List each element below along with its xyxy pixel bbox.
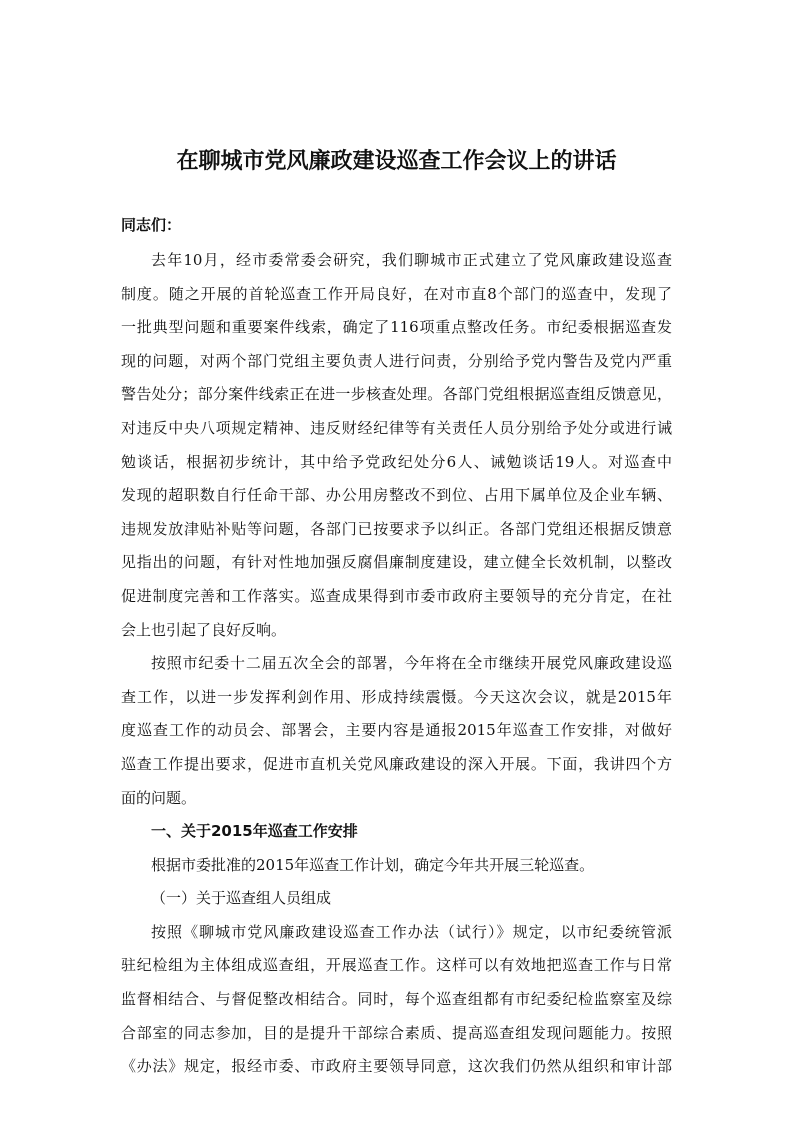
paragraph-line: 去年10月，经市委常委会研究，我们聊城市正式建立了党风廉政建设巡查 [151, 251, 672, 269]
paragraph-line: 见指出的问题，有针对性地加强反腐倡廉制度建设，建立健全长效机制，以整改 [121, 553, 672, 572]
paragraph-line: 发现的超职数自行任命干部、办公用房整改不到位、占用下属单位及企业车辆、 [121, 486, 672, 505]
paragraph-line: 一批典型问题和重要案件线索，确定了116项重点整改任务。市纪委根据巡查发 [121, 318, 672, 337]
paragraph-line: 会上也引起了良好反响。 [121, 620, 287, 639]
paragraph-line: 按照《聊城市党风廉政建设巡查工作办法（试行）》规定，以市纪委统管派 [151, 922, 672, 941]
paragraph-line: 促进制度完善和工作落实。巡查成果得到市委市政府主要领导的充分肯定，在社 [121, 586, 672, 605]
paragraph-line: 度巡查工作的动员会、部署会，主要内容是通报2015年巡查工作安排，对做好 [121, 721, 672, 740]
paragraph-line: 驻纪检组为主体组成巡查组，开展巡查工作。这样可以有效地把巡查工作与日常 [121, 956, 672, 975]
document-body [121, 244, 672, 1084]
paragraph-line: 监督相结合、与督促整改相结合。同时，每个巡查组都有市纪委纪检监察室及综 [121, 990, 672, 1009]
section-heading: 一、关于2015年巡查工作安排 [151, 822, 358, 841]
paragraph-line: 面的问题。 [121, 788, 197, 807]
paragraph-line: 合部室的同志参加，目的是提升干部综合素质、提高巡查组发现问题能力。按照 [121, 1023, 672, 1042]
document-title: 在聊城市党风廉政建设巡查工作会议上的讲话 [176, 149, 617, 174]
subsection-heading: （一）关于巡查组人员组成 [151, 889, 332, 908]
paragraph-line: 根据市委批准的2015年巡查工作计划，确定今年共开展三轮巡查。 [151, 855, 595, 874]
paragraph-line: 查工作，以进一步发挥利剑作用、形成持续震慑。今天这次会议，就是2015年 [121, 687, 672, 706]
paragraph-line: 按照市纪委十二届五次全会的部署，今年将在全市继续开展党风廉政建设巡 [151, 654, 672, 673]
paragraph-line: 现的问题，对两个部门党组主要负责人进行问责，分别给予党内警告及党内严重 [121, 351, 672, 370]
paragraph-line: 违规发放津贴补贴等问题，各部门已按要求予以纠正。各部门党组还根据反馈意 [121, 519, 672, 538]
paragraph-line: 警告处分；部分案件线索正在进一步核查处理。各部门党组根据巡查组反馈意见， [121, 385, 672, 404]
paragraph-line: 《办法》规定，报经市委、市政府主要领导同意，这次我们仍然从组织和审计部 [121, 1057, 672, 1076]
paragraph-line: 巡查工作提出要求，促进市直机关党风廉政建设的深入开展。下面，我讲四个方 [121, 754, 672, 773]
paragraph-line: 对违反中央八项规定精神、违反财经纪律等有关责任人员分别给予处分或进行诫 [121, 418, 672, 437]
paragraph-line: 勉谈话，根据初步统计，其中给予党政纪处分6人、诫勉谈话19人。对巡查中 [121, 452, 672, 471]
paragraph-line: 制度。随之开展的首轮巡查工作开局良好，在对市直8个部门的巡查中，发现了 [121, 284, 672, 303]
salutation: 同志们： [121, 216, 182, 234]
